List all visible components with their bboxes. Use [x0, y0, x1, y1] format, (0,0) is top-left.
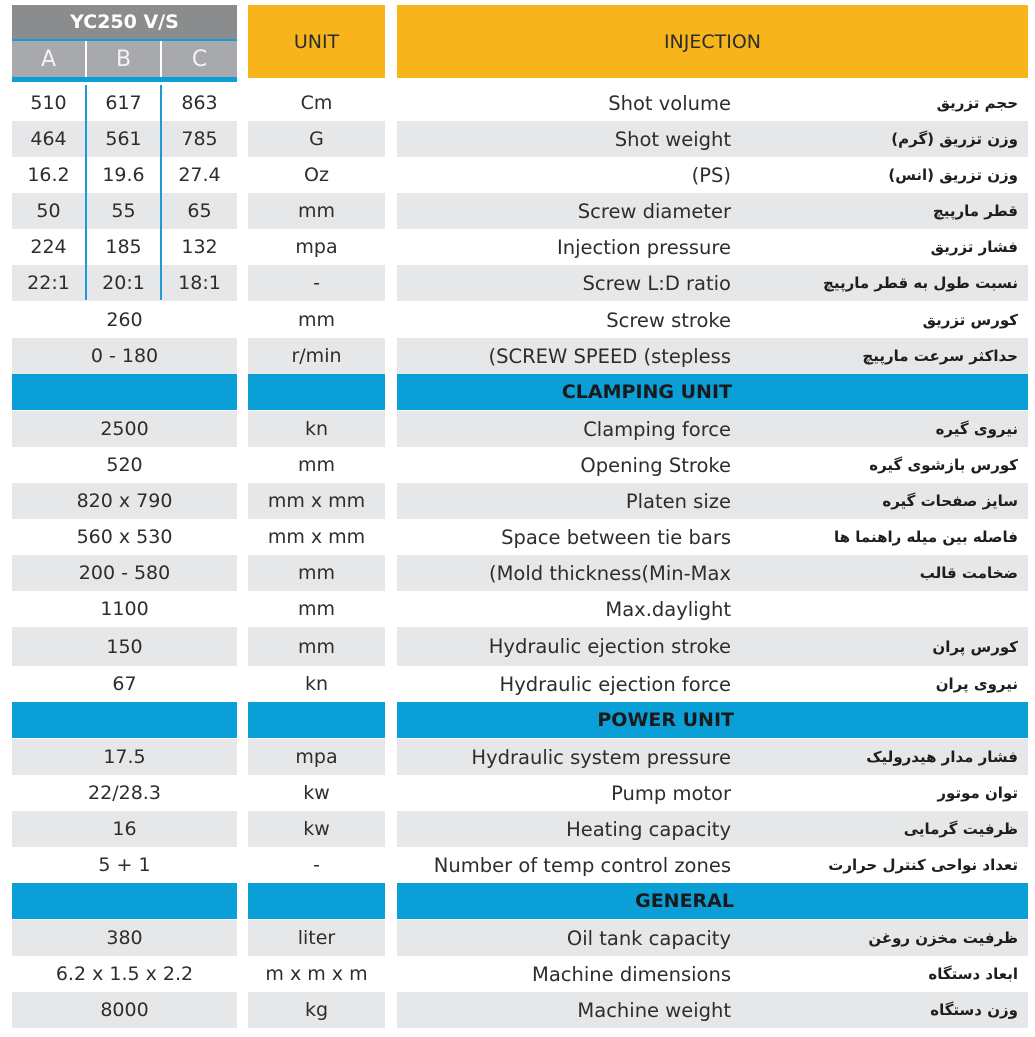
table-row-label-fa: ظرفیت مخزن روغن	[747, 920, 1028, 956]
table-row-value: 560 x 530	[76, 526, 173, 548]
variant-c-header: C	[162, 41, 237, 77]
table-row-value: 0 - 180	[12, 338, 237, 374]
table-row-value-c: 785	[162, 121, 237, 157]
table-row-unit: mm x mm	[267, 526, 366, 548]
model-title: YC250 V/S	[12, 5, 237, 39]
table-row-unit: mm	[248, 627, 385, 666]
table-row-value-b: 55	[87, 193, 160, 229]
variant-a-header: A	[12, 41, 85, 77]
table-row-label-en: Hydraulic system pressure	[397, 739, 747, 775]
table-row-label-fa: کورس پران	[747, 627, 1028, 666]
table-row-value: 8000	[12, 992, 237, 1028]
table-row-unit: mm	[248, 193, 385, 229]
section-bar-values	[12, 883, 237, 919]
table-row-value-c: 18:1	[162, 265, 237, 301]
header-bottom-bar	[12, 77, 237, 82]
section-title-clamping: CLAMPING UNIT	[397, 374, 1028, 410]
section-title-power: POWER UNIT	[397, 702, 1028, 738]
table-row-value: 16	[12, 811, 237, 847]
table-row-unit: kn	[304, 673, 329, 695]
table-row-label-fa: فاصله بین میله راهنما ها	[834, 528, 1018, 546]
table-row-value-c: 27.4	[178, 164, 221, 186]
table-row-value: 520	[106, 454, 143, 476]
table-row-label-fa: ظرفیت گرمایی	[747, 811, 1028, 847]
table-row-value: 820 x 790	[12, 483, 237, 519]
table-row-label-fa: حجم تزریق	[936, 94, 1018, 112]
section-bar-unit	[248, 374, 385, 410]
table-row-label-en: Machine weight	[397, 992, 747, 1028]
table-row-value-b: 185	[105, 236, 142, 258]
table-row-value: 2500	[12, 411, 237, 447]
table-row-value-b: 20:1	[87, 265, 160, 301]
table-row-unit: -	[248, 265, 385, 301]
table-row-value: 6.2 x 1.5 x 2.2	[55, 963, 194, 985]
variant-b-header: B	[87, 41, 160, 77]
table-row-unit: G	[248, 121, 385, 157]
table-row-value-a: 510	[30, 92, 67, 114]
table-row-label-fa: نیروی پران	[935, 675, 1018, 693]
table-row-value: 17.5	[12, 739, 237, 775]
table-row-unit: mm	[248, 555, 385, 591]
table-row-value: 5 + 1	[98, 854, 151, 876]
table-row-label-fa: وزن دستگاه	[747, 992, 1028, 1028]
table-row-value-a: 464	[12, 121, 85, 157]
table-row-label-en: Shot volume	[608, 91, 731, 115]
table-row-unit: kw	[303, 782, 330, 804]
table-row-label-fa: نسبت طول به قطر مارپیچ	[747, 265, 1028, 301]
table-row-unit: Cm	[300, 92, 333, 114]
table-row-label-fa: کورس تزریق	[922, 311, 1018, 329]
table-row-label-en: Screw L:D ratio	[397, 265, 747, 301]
table-row-value: 200 - 580	[12, 555, 237, 591]
table-row-label-en: Max.daylight	[605, 597, 731, 621]
table-row-label-en: (PS)	[691, 163, 731, 187]
table-row-label-en: Clamping force	[397, 411, 747, 447]
table-row-value: 380	[12, 920, 237, 956]
table-row-label-en: Screw stroke	[606, 308, 731, 332]
section-bar-unit	[248, 883, 385, 919]
table-row-unit: r/min	[248, 338, 385, 374]
table-row-label-en: Opening Stroke	[580, 453, 731, 477]
table-row-unit: kn	[248, 411, 385, 447]
table-row-value: 22/28.3	[88, 782, 161, 804]
table-row-unit: -	[313, 854, 320, 876]
table-row-label-fa: ابعاد دستگاه	[928, 965, 1018, 983]
table-row-label-en: Pump motor	[611, 781, 731, 805]
table-row-label-fa: نیروی گیره	[747, 411, 1028, 447]
table-row-label-en: (SCREW SPEED (stepless	[397, 338, 747, 374]
section-title-general: GENERAL	[397, 883, 1028, 919]
table-row-label-fa: وزن تزریق (گرم)	[747, 121, 1028, 157]
table-row-value: 1100	[100, 598, 149, 620]
table-row-label-en: (Mold thickness(Min-Max	[397, 555, 747, 591]
table-row-unit: liter	[248, 920, 385, 956]
table-row-value-a: 22:1	[12, 265, 85, 301]
table-row-label-fa: حداکثر سرعت مارپیچ	[747, 338, 1028, 374]
table-row-value-a: 16.2	[27, 164, 70, 186]
table-row-value-c: 132	[181, 236, 218, 258]
table-row-value-b: 19.6	[102, 164, 145, 186]
table-row-label-en: Screw diameter	[397, 193, 747, 229]
table-row-label-fa: سایز صفحات گیره	[747, 483, 1028, 519]
table-row-unit: m x m x m	[265, 963, 368, 985]
table-row-value-a: 224	[30, 236, 67, 258]
table-row-label-en: Hydraulic ejection force	[499, 672, 731, 696]
table-row-unit: mm x mm	[248, 483, 385, 519]
table-row-label-en: Platen size	[397, 483, 747, 519]
table-row-value-a: 50	[12, 193, 85, 229]
injection-header: INJECTION	[397, 5, 1028, 78]
table-row-label-en: Heating capacity	[397, 811, 747, 847]
table-row-value: 150	[12, 627, 237, 666]
table-row-label-en: Injection pressure	[556, 235, 731, 259]
table-row-unit: mm	[297, 309, 336, 331]
section-bar-unit	[248, 702, 385, 738]
section-bar-values	[12, 374, 237, 410]
table-row-label-fa	[747, 591, 1028, 627]
table-row-unit: kg	[248, 992, 385, 1028]
table-row-label-en: Number of temp control zones	[433, 853, 731, 877]
table-row-value: 260	[106, 309, 143, 331]
table-row-label-fa: کورس بازشوی گیره	[869, 456, 1018, 474]
table-row-unit: kw	[248, 811, 385, 847]
table-row-value-b: 617	[105, 92, 142, 114]
table-row-label-fa: فشار مدار هیدرولیک	[747, 739, 1028, 775]
table-row-unit: mpa	[295, 236, 338, 258]
table-row-unit: mm	[297, 598, 336, 620]
table-row-label-fa: فشار تزریق	[930, 238, 1018, 256]
table-row-value-b: 561	[87, 121, 160, 157]
table-row-unit: mm	[297, 454, 336, 476]
table-row-label-fa: تعداد نواحی کنترل حرارت	[828, 856, 1018, 874]
table-row-label-en: Oil tank capacity	[397, 920, 747, 956]
table-row-unit: mpa	[248, 739, 385, 775]
table-row-label-fa: توان موتور	[937, 784, 1018, 802]
table-row-label-en: Hydraulic ejection stroke	[397, 627, 747, 666]
unit-header: UNIT	[248, 5, 385, 78]
table-row-label-fa: قطر مارپیچ	[747, 193, 1028, 229]
table-row-unit: Oz	[304, 164, 329, 186]
section-bar-values	[12, 702, 237, 738]
table-row-label-en: Machine dimensions	[532, 962, 731, 986]
table-row-label-en: Shot weight	[397, 121, 747, 157]
table-row-label-fa: ضخامت قالب	[747, 555, 1028, 591]
table-row-label-en: Space between tie bars	[501, 525, 731, 549]
table-row-value: 67	[112, 673, 137, 695]
table-row-label-fa: وزن تزریق (انس)	[888, 166, 1018, 184]
table-row-value-c: 65	[162, 193, 237, 229]
table-row-value-c: 863	[181, 92, 218, 114]
